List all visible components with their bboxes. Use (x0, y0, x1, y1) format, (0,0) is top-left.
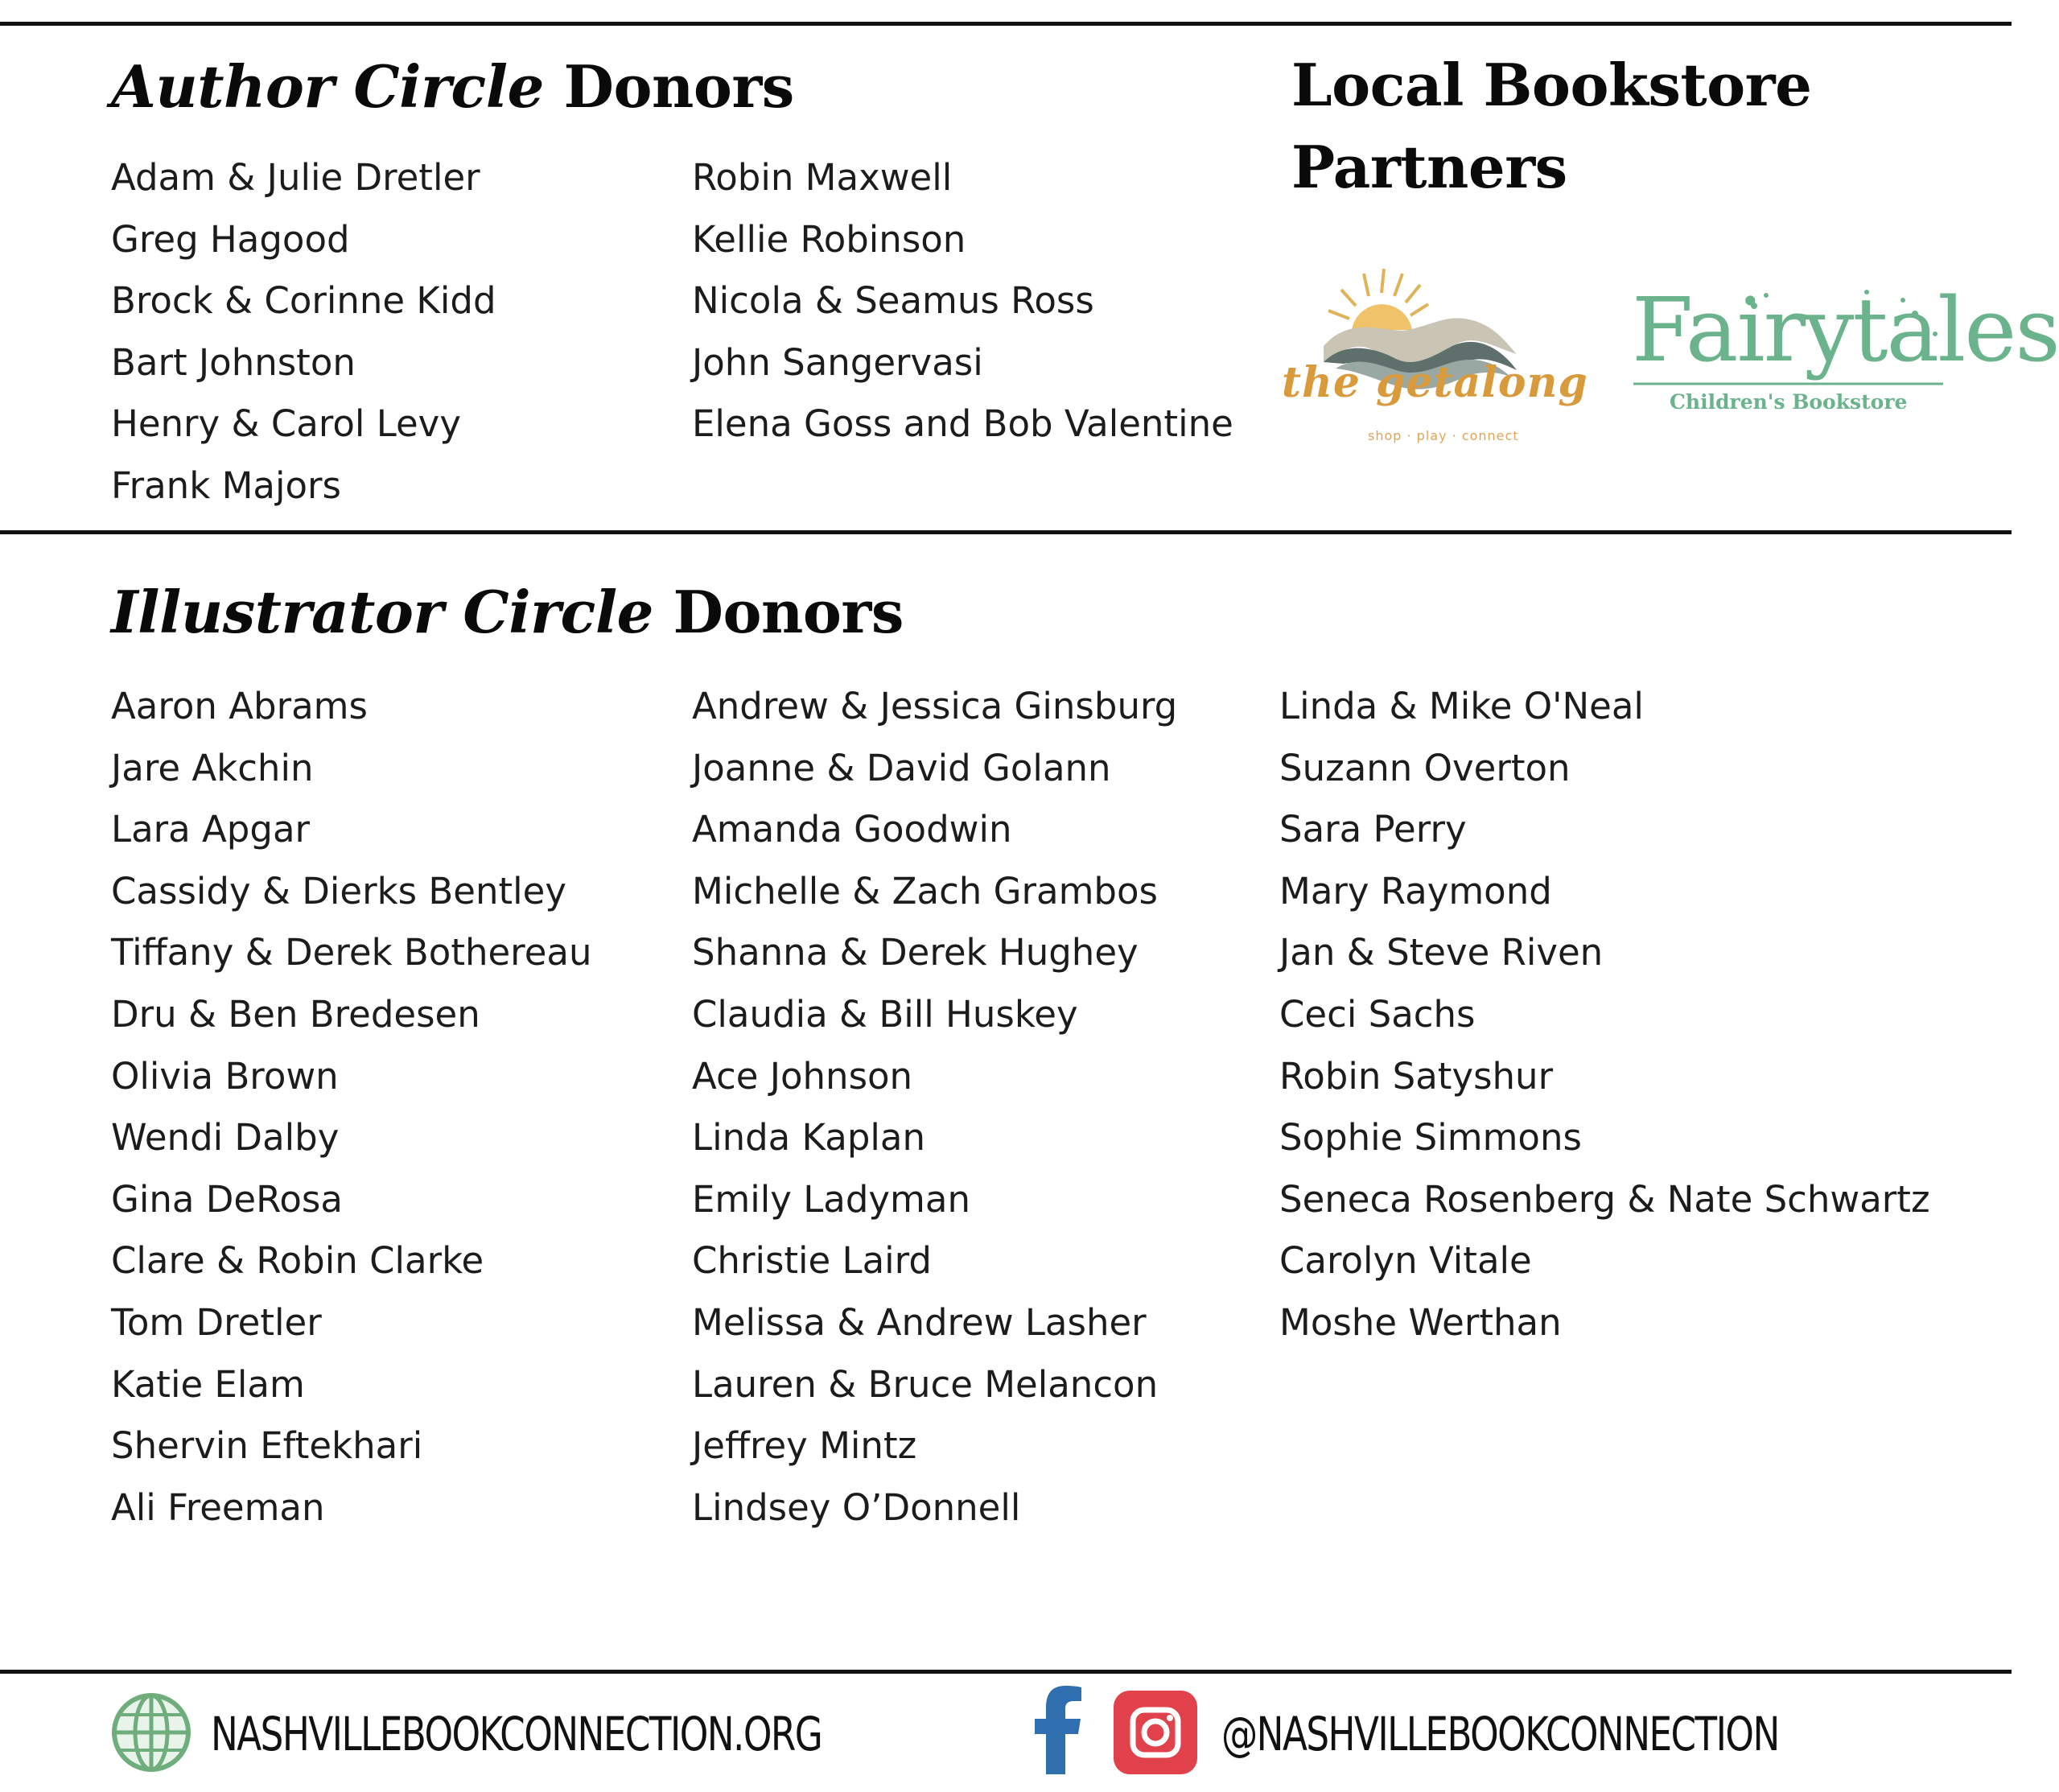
instagram-icon[interactable] (1114, 1691, 1197, 1774)
author-circle-title: Author Circle Donors (111, 52, 794, 121)
top-rule (0, 22, 2012, 26)
donor-name: Ceci Sachs (1279, 992, 1476, 1036)
donor-name: Tiffany & Derek Bothereau (111, 931, 592, 974)
donor-name: Ace Johnson (692, 1054, 913, 1098)
donor-name: Emily Ladyman (692, 1177, 970, 1221)
donor-name: Olivia Brown (111, 1054, 339, 1098)
donor-name: Jeffrey Mintz (692, 1424, 917, 1468)
social-handle[interactable]: @NASHVILLEBOOKCONNECTION (1221, 1707, 1779, 1761)
illustrator-circle-title: Illustrator Circle Donors (111, 578, 904, 646)
donor-name: Linda & Mike O'Neal (1279, 685, 1644, 727)
author-circle-column-2 (692, 147, 1233, 455)
donor-name: Frank Majors (111, 463, 341, 507)
donor-name: Adam & Julie Dretler (111, 156, 480, 199)
donor-name: Amanda Goodwin (692, 808, 1012, 851)
donor-name: Seneca Rosenberg & Nate Schwartz (1279, 1177, 1930, 1221)
donor-name: Jare Akchin (111, 746, 314, 789)
illustrator-circle-column-3 (1279, 676, 1930, 1354)
donor-name: John Sangervasi (692, 340, 983, 384)
fairytales-subtitle: Children's Bookstore (1670, 390, 1908, 414)
donor-name: Robin Maxwell (692, 156, 953, 199)
donor-name: Linda Kaplan (692, 1116, 925, 1160)
getalong-tagline: shop · play · connect (1368, 428, 1519, 443)
author-circle-column-1 (111, 147, 496, 517)
donor-name: Tom Dretler (111, 1300, 322, 1344)
donor-name: Clare & Robin Clarke (111, 1239, 484, 1283)
donor-name: Robin Satyshur (1279, 1054, 1554, 1098)
donor-name: Shervin Eftekhari (111, 1424, 423, 1468)
donor-name: Mary Raymond (1279, 869, 1552, 912)
donor-name: Kellie Robinson (692, 217, 966, 261)
donor-name: Dru & Ben Bredesen (111, 992, 480, 1036)
donor-name: Greg Hagood (111, 217, 350, 261)
fairytales-name: Fairytales (1632, 278, 2059, 381)
donor-name: Jan & Steve Riven (1279, 931, 1604, 974)
website-link[interactable]: NASHVILLEBOOKCONNECTION.ORG (211, 1707, 822, 1761)
donor-name: Melissa & Andrew Lasher (692, 1300, 1147, 1344)
donor-name: Katie Elam (111, 1362, 305, 1406)
donor-name: Henry & Carol Levy (111, 402, 461, 446)
middle-rule (0, 530, 2012, 534)
illustrator-circle-column-1 (111, 676, 591, 1539)
donor-name: Lindsey O’Donnell (692, 1485, 1021, 1529)
getalong-logo[interactable] (1275, 257, 1588, 459)
bookstore-partners-title (1291, 44, 1811, 208)
getalong-name: the getalong (1282, 358, 1588, 407)
donor-name: Sara Perry (1279, 808, 1467, 851)
donor-name: Joanne & David Golann (692, 746, 1111, 789)
donor-name: Moshe Werthan (1279, 1300, 1562, 1344)
donor-name: Elena Goss and Bob Valentine (692, 402, 1233, 446)
illustrator-circle-column-2 (692, 676, 1177, 1539)
donor-name: Nicola & Seamus Ross (692, 279, 1094, 323)
donor-name: Andrew & Jessica Ginsburg (692, 685, 1178, 727)
donor-name: Michelle & Zach Grambos (692, 869, 1158, 912)
bookstore-partners-title-line-2: Partners (1291, 133, 1567, 201)
footer-rule (0, 1670, 2012, 1674)
donor-name: Shanna & Derek Hughey (692, 931, 1139, 974)
bookstore-partners-title-line-1: Local Bookstore (1291, 51, 1812, 119)
donor-name: Gina DeRosa (111, 1177, 343, 1221)
globe-icon (111, 1692, 191, 1773)
facebook-icon[interactable] (1035, 1686, 1083, 1774)
donor-name: Aaron Abrams (111, 685, 368, 727)
donor-name: Lauren & Bruce Melancon (692, 1362, 1159, 1406)
donor-name: Wendi Dalby (111, 1116, 340, 1160)
donor-name: Cassidy & Dierks Bentley (111, 869, 566, 912)
donor-name: Bart Johnston (111, 340, 356, 384)
fairytales-logo[interactable] (1625, 278, 2059, 430)
donor-name: Ali Freeman (111, 1485, 325, 1529)
donor-name: Brock & Corinne Kidd (111, 279, 496, 323)
donor-name: Suzann Overton (1279, 746, 1571, 789)
donor-name: Sophie Simmons (1279, 1116, 1582, 1160)
donor-name: Carolyn Vitale (1279, 1239, 1532, 1283)
donor-name: Claudia & Bill Huskey (692, 992, 1078, 1036)
donor-name: Lara Apgar (111, 808, 311, 851)
donor-name: Christie Laird (692, 1239, 932, 1283)
